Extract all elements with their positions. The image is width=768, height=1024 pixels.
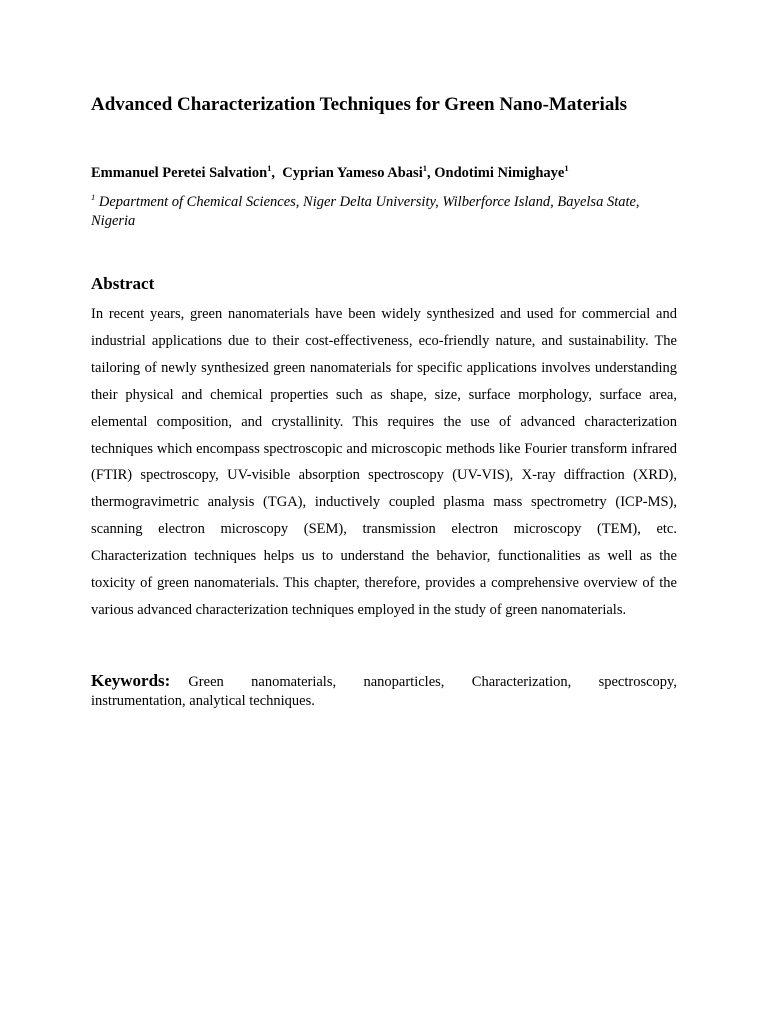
affiliation xyxy=(91,193,677,231)
author-name: Ondotimi Nimighaye xyxy=(434,165,565,181)
keywords-text: Green nanomaterials, nanoparticles, Characterization, spectroscopy, instrumentation, analytical techniques. xyxy=(91,674,677,709)
affiliation-text: Department of Chemical Sciences, Niger Delta University, Wilberforce Island, Bayelsa State, Nigeria xyxy=(91,194,640,229)
paper-title: Advanced Characterization Techniques for Green Nano-Materials xyxy=(91,94,628,115)
keywords-section xyxy=(91,671,677,711)
author-name: Cyprian Yameso Abasi xyxy=(282,165,423,181)
author-list: Emmanuel Peretei Salvation$^1$, Cyprian Yameso Abasi$^1$, Ondotimi Nimighaye$^1$ xyxy=(91,163,569,181)
keywords-label: Keywords: xyxy=(91,671,171,690)
affiliation-mark: 1 xyxy=(564,163,569,173)
abstract-heading: Abstract xyxy=(91,274,155,293)
author-name: Emmanuel Peretei Salvation xyxy=(91,165,268,181)
affiliation-mark: 1 xyxy=(422,163,427,173)
affiliation-mark: 1 xyxy=(267,163,272,173)
abstract-body: In recent years, green nanomaterials have been widely synthesized and used for commercial and industrial applications due to their cost-effectiveness, eco-friendly nature, and sustainability. The tailoring of newly synthesized green nanomaterials for specific applications involves understanding their physical and chemical properties such as shape, size, surface morphology, surface area, elemental composition, and crystallinity. This requires the use of advanced characterization techniques which encompass spectroscopic and microscopic methods like Fourier transform infrared (FTIR) spectroscopy, UV-visible absorption spectroscopy (UV-VIS), X-ray diffraction (XRD), thermogravimetric analysis (TGA), inductively coupled plasma mass spectrometry (ICP-MS), scanning electron microscopy (SEM), transmission electron microscopy (TEM), etc. Characterization techniques helps us to understand the behavior, functionalities as well as the toxicity of green nanomaterials. This chapter, therefore, provides a comprehensive overview of the various advanced characterization techniques employed in the study of green nanomaterials. xyxy=(91,306,677,618)
affiliation-mark: 1 xyxy=(91,192,96,202)
